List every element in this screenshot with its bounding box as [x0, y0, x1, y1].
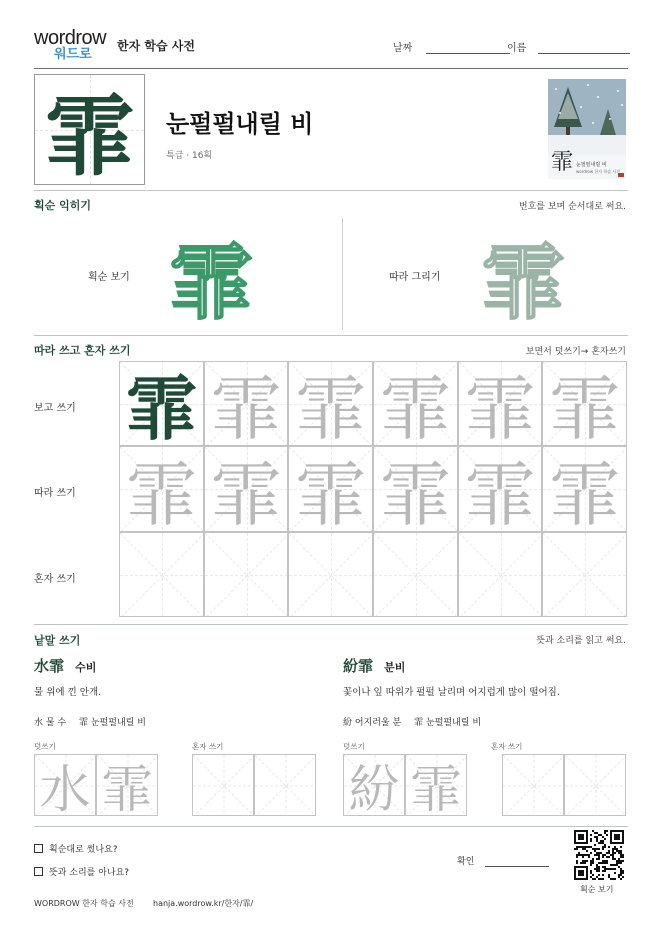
word-solo-cell[interactable] [502, 754, 564, 816]
stroke-divider [342, 218, 343, 330]
footer-brand: WORDROW 한자 학습 사전 [34, 899, 134, 908]
practice-cell[interactable] [288, 532, 373, 617]
practice-cell[interactable] [458, 446, 543, 531]
stroke-view-label: 획순 보기 [88, 272, 130, 283]
word-card-1 [343, 652, 633, 822]
practice-cell[interactable] [458, 532, 543, 617]
practice-cell[interactable] [288, 446, 373, 531]
practice-cell[interactable] [373, 532, 458, 617]
practice-cell[interactable] [119, 446, 204, 531]
practice-cell[interactable] [458, 361, 543, 446]
gloss-char: 紛 [343, 718, 353, 728]
word-char-glosses [34, 715, 146, 728]
stroke-trace-glyph: 霏 [481, 234, 564, 331]
check-meaning[interactable] [34, 865, 129, 878]
stroke-view-character [168, 228, 254, 331]
word-solo-cell[interactable] [564, 754, 626, 816]
word-reading: 분비 [384, 661, 406, 674]
word-trace-cell[interactable] [34, 754, 96, 816]
practice-cell[interactable] [373, 446, 458, 531]
word-hanja: 水霏 [34, 657, 65, 675]
stroke-trace-character[interactable] [480, 228, 566, 331]
check-label: 뜻과 소리를 아나요? [49, 868, 130, 878]
words-section-divider [34, 826, 628, 827]
words-section-hint: 뜻과 소리를 읽고 써요. [536, 636, 626, 646]
practice-glyph: 霏 [464, 368, 535, 447]
gloss-text: 눈펄펄내릴 비 [90, 718, 146, 728]
hero-grade: 특급 · 16획 [166, 151, 213, 161]
word-char-glosses [343, 715, 481, 728]
word-trace-cell[interactable] [405, 754, 467, 816]
qr-code[interactable] [574, 830, 624, 880]
stroke-section-title: 획순 익히기 [34, 199, 91, 212]
practice-cell[interactable] [119, 361, 204, 446]
words-section-title: 낱말 쓰기 [34, 634, 81, 647]
gloss-char: 水 [34, 718, 44, 728]
practice-cell[interactable] [119, 532, 204, 617]
logo-wordmark: wordrow [34, 27, 107, 49]
practice-glyph: 霏 [210, 368, 281, 447]
word-solo-boxes[interactable] [192, 754, 316, 816]
checkbox[interactable] [34, 867, 43, 876]
hero-char-box [34, 74, 145, 188]
practice-glyph: 霏 [380, 368, 451, 447]
hero-meaning: 눈펄펄내릴 비 [166, 110, 314, 138]
word-solo-label: 혼자 쓰기 [491, 742, 523, 751]
practice-cell[interactable] [542, 532, 627, 617]
practice-glyph: 霏 [410, 761, 462, 816]
word-trace-label: 덧쓰기 [34, 742, 56, 751]
practice-cell[interactable] [373, 361, 458, 446]
logo [34, 28, 112, 66]
word-solo-boxes[interactable] [502, 754, 626, 816]
gloss-char: 霏 [414, 718, 424, 728]
word-trace-boxes[interactable] [34, 754, 158, 816]
practice-glyph: 霏 [295, 453, 366, 532]
practice-glyph: 霏 [464, 453, 535, 532]
practice-glyph: 霏 [549, 368, 620, 447]
hero-thumbnail [548, 79, 626, 179]
word-trace-boxes[interactable] [343, 754, 467, 816]
practice-glyph: 霏 [210, 453, 281, 532]
confirm-label: 확인 [457, 857, 475, 867]
word-trace-cell[interactable] [343, 754, 405, 816]
practice-section-divider [34, 624, 628, 625]
qr-caption: 획순 보기 [580, 885, 614, 894]
confirm-field[interactable] [457, 854, 549, 867]
practice-glyph: 水 [39, 761, 91, 816]
word-solo-label: 혼자 쓰기 [192, 742, 224, 751]
hero-character: 霏 [45, 83, 134, 188]
gloss-text: 물 수 [45, 718, 67, 728]
word-trace-cell[interactable] [96, 754, 158, 816]
gloss-text: 눈펄펄내릴 비 [426, 718, 482, 728]
thumb-caption: 눈펄펄내릴 비 [576, 162, 607, 168]
practice-cell[interactable] [204, 361, 289, 446]
word-card-0 [34, 652, 324, 822]
practice-glyph: 霏 [101, 761, 153, 816]
practice-cell[interactable] [204, 532, 289, 617]
word-solo-cell[interactable] [192, 754, 254, 816]
practice-cell[interactable] [204, 446, 289, 531]
word-reading: 수비 [75, 661, 97, 674]
thumb-character: 霏 [551, 150, 574, 175]
practice-row-label-0: 보고 쓰기 [34, 403, 76, 414]
logo-korean: 워드로 [54, 47, 92, 62]
stroke-view-glyph: 霏 [169, 234, 252, 331]
practice-glyph: 霏 [126, 453, 197, 532]
date-label: 날짜 [393, 43, 413, 54]
practice-glyph: 霏 [380, 453, 451, 532]
practice-section-title: 따라 쓰고 혼자 쓰기 [34, 344, 131, 357]
stroke-trace-label: 따라 그리기 [389, 272, 441, 283]
checkbox[interactable] [34, 844, 43, 853]
practice-cell[interactable] [542, 361, 627, 446]
practice-glyph: 霏 [549, 453, 620, 532]
word-solo-cell[interactable] [254, 754, 316, 816]
name-label: 이름 [507, 43, 527, 54]
practice-row-label-2: 혼자 쓰기 [34, 574, 76, 585]
word-definition: 물 위에 낀 안개. [34, 687, 102, 698]
hero-divider [34, 190, 628, 191]
stroke-section-divider [34, 335, 628, 336]
practice-glyph: 霏 [295, 368, 366, 447]
gloss-text: 어지러울 분 [354, 718, 402, 728]
header-title: 한자 학습 사전 [117, 39, 195, 53]
check-stroke-order[interactable] [34, 842, 118, 855]
practice-cell[interactable] [288, 361, 373, 446]
practice-row-label-1: 따라 쓰기 [34, 488, 76, 499]
word-hanja: 紛霏 [343, 657, 374, 675]
practice-glyph: 霏 [126, 367, 197, 447]
date-field[interactable] [393, 39, 510, 54]
qr-code-icon [574, 830, 624, 880]
name-field[interactable] [507, 39, 630, 54]
word-trace-label: 덧쓰기 [343, 742, 365, 751]
check-label: 획순대로 썼나요? [49, 845, 118, 855]
practice-grid[interactable] [119, 361, 627, 617]
practice-section-hint: 보면서 덧쓰기→ 혼자쓰기 [525, 347, 626, 357]
practice-cell[interactable] [542, 446, 627, 531]
stroke-section-hint: 번호를 보며 순서대로 써요. [518, 202, 626, 212]
practice-glyph: 紛 [348, 761, 400, 816]
thumb-sub: wordrow 한자 학습 사전 [576, 169, 621, 174]
word-definition: 꽃이나 잎 따위가 펄펄 날리며 어지럽게 많이 떨어짐. [343, 687, 560, 698]
gloss-char: 霏 [79, 718, 89, 728]
footer-url[interactable]: hanja.wordrow.kr/한자/霏/ [153, 899, 254, 908]
